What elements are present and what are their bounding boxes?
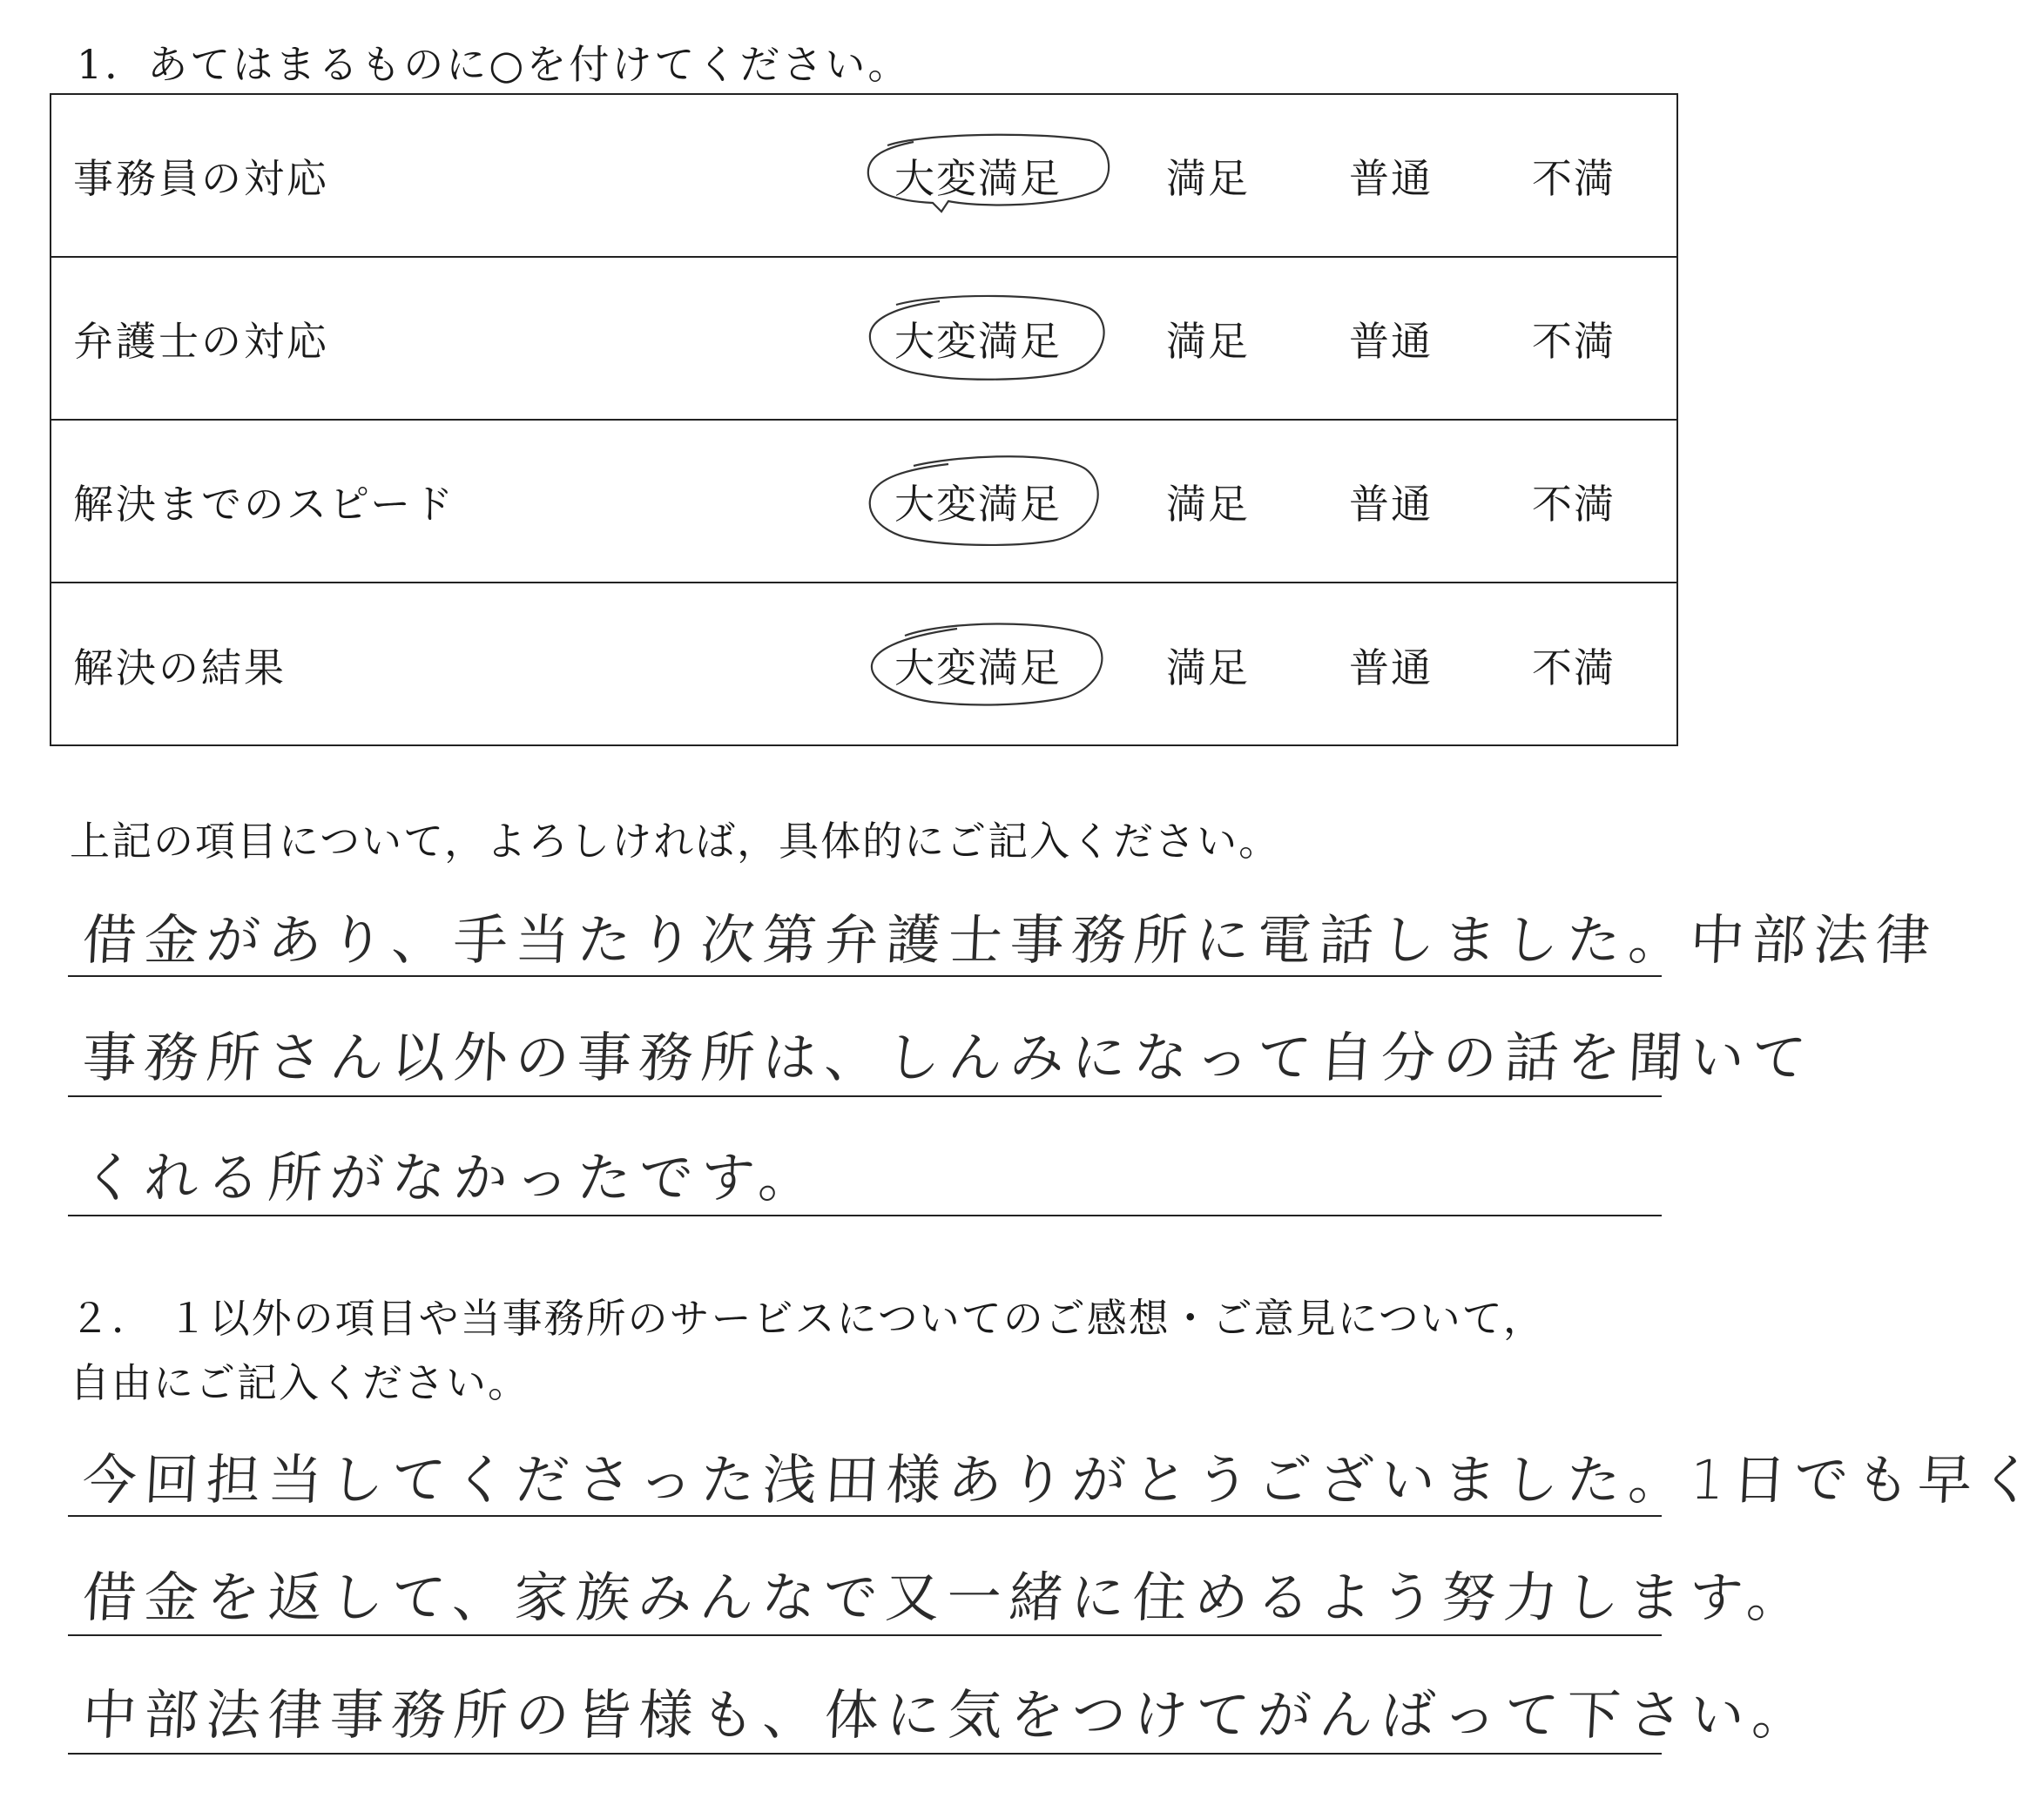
option-satisfied[interactable]: 満足 bbox=[1166, 154, 1250, 202]
writing-line bbox=[68, 1515, 1662, 1517]
option-dissatisfied[interactable]: 不満 bbox=[1532, 154, 1616, 202]
handwritten-comment-line: 事務所さん以外の事務所は、しんみになって自分の話を聞いて bbox=[80, 1026, 1816, 1089]
rating-row-lawyer bbox=[51, 258, 1676, 421]
option-very-satisfied[interactable]: 大変満足 bbox=[894, 480, 1062, 528]
rating-row-result bbox=[51, 583, 1676, 746]
writing-line bbox=[68, 1634, 1662, 1636]
option-very-satisfied[interactable]: 大変満足 bbox=[894, 154, 1062, 202]
comment-prompt: 上記の項目について，よろしければ，具体的にご記入ください。 bbox=[70, 818, 1281, 865]
rating-row-label: 解決の結果 bbox=[73, 643, 287, 691]
question-2-heading-cont: 自由にご記入ください。 bbox=[70, 1359, 530, 1406]
rating-row-label: 解決までのスピード bbox=[73, 480, 456, 528]
rating-row-speed bbox=[51, 421, 1676, 583]
option-satisfied[interactable]: 満足 bbox=[1166, 317, 1250, 365]
question-1-heading: 1．あてはまるものに○を付けてください。 bbox=[77, 41, 911, 88]
option-very-satisfied[interactable]: 大変満足 bbox=[894, 643, 1062, 691]
handwritten-comment-line: 借金があり、手当たり次第弁護士事務所に電話しました。中部法律 bbox=[80, 908, 1939, 972]
option-neutral[interactable]: 普通 bbox=[1349, 154, 1433, 202]
option-satisfied[interactable]: 満足 bbox=[1166, 643, 1250, 691]
handwritten-comment-line: くれる所がなかったです。 bbox=[80, 1146, 822, 1209]
option-dissatisfied[interactable]: 不満 bbox=[1532, 480, 1616, 528]
handwritten-comment-line: 今回担当してくださった浅田様ありがとうございました。1日でも早く bbox=[80, 1448, 2044, 1512]
option-neutral[interactable]: 普通 bbox=[1349, 317, 1433, 365]
rating-row-label: 事務員の対応 bbox=[73, 154, 329, 202]
writing-line bbox=[68, 975, 1662, 977]
handwritten-comment-line: 中部法律事務所の皆様も、体に気をつけてがんばって下さい。 bbox=[80, 1683, 1816, 1747]
option-neutral[interactable]: 普通 bbox=[1349, 643, 1433, 691]
option-dissatisfied[interactable]: 不満 bbox=[1532, 643, 1616, 691]
option-satisfied[interactable]: 満足 bbox=[1166, 480, 1250, 528]
writing-line bbox=[68, 1215, 1662, 1216]
rating-row-staff bbox=[51, 95, 1676, 258]
rating-table bbox=[50, 93, 1678, 746]
option-very-satisfied[interactable]: 大変満足 bbox=[894, 317, 1062, 365]
question-2-heading: ２． １以外の項目や当事務所のサービスについてのご感想・ご意見について， bbox=[70, 1295, 1545, 1342]
handwritten-comment-line: 借金を返して、家族みんなで又一緒に住めるよう努力します。 bbox=[80, 1566, 1811, 1629]
rating-row-label: 弁護士の対応 bbox=[73, 317, 329, 365]
writing-line bbox=[68, 1095, 1662, 1097]
writing-line bbox=[68, 1753, 1662, 1755]
option-dissatisfied[interactable]: 不満 bbox=[1532, 317, 1616, 365]
option-neutral[interactable]: 普通 bbox=[1349, 480, 1433, 528]
